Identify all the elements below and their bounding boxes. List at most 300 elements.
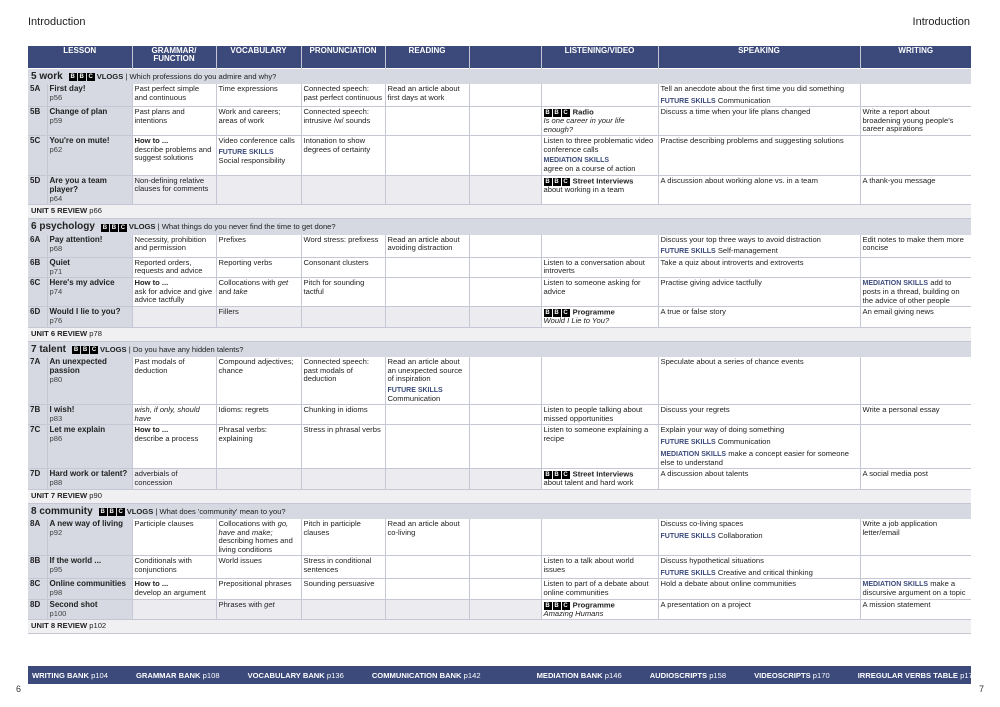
- lesson-title: Online communities: [49, 579, 126, 589]
- lesson-title: Change of plan: [49, 107, 108, 117]
- lesson-page: p83: [49, 413, 63, 423]
- unit-title: 7 talent: [31, 343, 67, 355]
- vocabulary-cell: [216, 84, 301, 107]
- blank-cell: [469, 307, 541, 328]
- how-to-label: How to ...: [134, 278, 169, 288]
- vocabulary-text: Phrases with: [218, 599, 262, 609]
- pronunciation-cell: [301, 599, 385, 620]
- lesson-page: p88: [49, 478, 63, 488]
- vocabulary-cell: [216, 107, 301, 136]
- mediation-skills-line: [661, 450, 858, 467]
- listening-text: Listen to people talking about missed opportunities: [543, 405, 643, 423]
- bbc-logo-letter: B: [554, 110, 559, 117]
- listening-cell: [541, 84, 658, 107]
- future-skills-text: Social responsibility: [218, 155, 286, 165]
- lesson-title: I wish!: [49, 405, 75, 414]
- blank-cell: [469, 84, 541, 107]
- lesson-code: 7B: [28, 405, 47, 425]
- writing-text: add to posts in a thread, building on the advice of other people: [862, 278, 960, 305]
- unit-review[interactable]: [28, 205, 971, 219]
- lesson-row: [28, 84, 971, 107]
- reading-cell: [385, 405, 469, 425]
- grammar-cell: [132, 357, 216, 404]
- listening-cell: [541, 357, 658, 404]
- lesson-name-cell[interactable]: [47, 235, 132, 258]
- writing-cell: [860, 235, 971, 258]
- grammar-italic: wish, if only, should have: [134, 405, 200, 423]
- grammar-text: develop an argument: [134, 587, 206, 597]
- speaking-text: A discussion about talents: [660, 469, 749, 479]
- writing-cell: [860, 278, 971, 307]
- reading-cell: [385, 278, 469, 307]
- future-skills-label: FUTURE SKILLS: [387, 386, 443, 394]
- vocabulary-text: and: [218, 286, 232, 296]
- reading-cell: [385, 136, 469, 175]
- speaking-cell: [658, 556, 860, 579]
- footer-bank-link[interactable]: [248, 671, 358, 680]
- pronunciation-text: Stress in conditional sentences: [303, 556, 372, 574]
- bbc-logo-letter: C: [563, 602, 568, 609]
- pronunciation-text: Stress in phrasal verbs: [303, 425, 381, 435]
- unit-title: 6 psychology: [31, 221, 95, 233]
- lesson-page: p74: [49, 287, 63, 297]
- listening-cell: [541, 579, 658, 599]
- lesson-name-cell[interactable]: [47, 425, 132, 469]
- vlogs-label: VLOGS: [128, 222, 156, 232]
- bbc-logo-letter: B: [545, 178, 550, 185]
- lesson-name-cell[interactable]: [47, 556, 132, 579]
- lesson-page: p95: [49, 565, 63, 575]
- footer-bank-link[interactable]: [372, 671, 495, 680]
- writing-cell: [860, 107, 971, 136]
- vlogs-label: VLOGS: [100, 344, 127, 354]
- footer-bank-link[interactable]: [650, 671, 740, 680]
- blank-cell: [469, 519, 541, 556]
- blank-cell: [469, 425, 541, 469]
- bbc-video-type: Programme: [572, 600, 615, 610]
- footer-bank-label: VIDEOSCRIPTS: [754, 670, 811, 680]
- grammar-cell: [132, 307, 216, 328]
- lesson-title: Second shot: [49, 599, 98, 609]
- vocabulary-cell: [216, 257, 301, 277]
- listening-text: Listen to part of a debate about online communities: [543, 579, 649, 597]
- speaking-cell: [658, 278, 860, 307]
- reading-cell: [385, 519, 469, 556]
- listening-text: Listen to someone explaining a recipe: [543, 425, 649, 443]
- listening-text: Listen to someone asking for advice: [543, 278, 641, 296]
- unit-review-row: [28, 327, 971, 341]
- footer-bank-link[interactable]: [32, 671, 122, 680]
- pronunciation-cell: [301, 579, 385, 599]
- grammar-cell: [132, 599, 216, 620]
- vocabulary-text: World issues: [218, 556, 262, 566]
- grammar-cell: [132, 84, 216, 107]
- lesson-name-cell[interactable]: [47, 307, 132, 328]
- listening-cell: [541, 405, 658, 425]
- lesson-page: p80: [49, 375, 63, 385]
- bbc-logo-letter: B: [82, 347, 88, 354]
- future-skills-line: [661, 97, 858, 106]
- speaking-text: A true or false story: [660, 307, 726, 317]
- mediation-skills-text: agree on a course of action: [543, 164, 636, 174]
- listening-cell: [541, 519, 658, 556]
- vocabulary-cell: [216, 469, 301, 490]
- footer-bank-page: p175: [960, 670, 977, 680]
- writing-cell: [860, 425, 971, 469]
- bbc-logo-letter: B: [554, 178, 559, 185]
- vocabulary-cell: [216, 405, 301, 425]
- lesson-page: p56: [49, 92, 63, 102]
- unit-header: [28, 219, 971, 235]
- lesson-page: p71: [49, 266, 63, 276]
- lesson-name-cell[interactable]: [47, 175, 132, 204]
- unit-review[interactable]: [28, 327, 971, 341]
- lesson-code: 5C: [28, 136, 47, 175]
- footer-bank-page: p104: [91, 670, 108, 680]
- speaking-text: Discuss a time when your life plans changed: [660, 107, 811, 117]
- bbc-video-type: Street Interviews: [572, 176, 634, 186]
- bbc-logo-letter: C: [91, 347, 97, 354]
- lesson-row: [28, 469, 971, 490]
- how-to-label: How to ...: [134, 425, 169, 435]
- header-listening: LISTENING/VIDEO: [541, 46, 658, 68]
- vocabulary-cell: [216, 278, 301, 307]
- unit-review-page: p78: [89, 328, 102, 338]
- vocabulary-text: Time expressions: [218, 84, 278, 93]
- reading-text: Read an article about first days at work: [387, 84, 460, 102]
- unit-header: [28, 68, 971, 84]
- vlogs-label: VLOGS: [96, 71, 124, 81]
- unit-title: 8 community: [31, 505, 93, 517]
- blank-cell: [469, 235, 541, 258]
- speaking-text: Take a quiz about introverts and extroverts: [660, 257, 804, 267]
- unit-header-row: [28, 341, 971, 357]
- page-number-left: 6: [16, 684, 22, 694]
- vocabulary-text: describing homes and living conditions: [218, 536, 293, 554]
- footer-bank-link[interactable]: [537, 671, 636, 680]
- vocabulary-text: Prefixes: [218, 234, 246, 244]
- grammar-text: Necessity, prohibition and permission: [134, 234, 207, 253]
- vocabulary-text: Idioms: regrets: [218, 405, 269, 414]
- pronunciation-text: Connected speech: past perfect continuous: [303, 84, 383, 102]
- writing-cell: [860, 405, 971, 425]
- lesson-name-cell[interactable]: [47, 519, 132, 556]
- blank-cell: [469, 405, 541, 425]
- lesson-name-cell[interactable]: [47, 257, 132, 277]
- footer-bank-link[interactable]: [136, 671, 234, 680]
- bbc-video-type: Programme: [572, 307, 615, 317]
- vocabulary-cell: [216, 307, 301, 328]
- bbc-logo: [69, 72, 96, 81]
- speaking-text: Hold a debate about online communities: [660, 579, 797, 589]
- listening-cell: [541, 556, 658, 579]
- footer-bank-label: GRAMMAR BANK: [135, 670, 201, 680]
- listening-cell: [541, 307, 658, 328]
- future-skills-text: Self-management: [717, 246, 778, 256]
- speaking-cell: [658, 599, 860, 620]
- lesson-title: Quiet: [49, 257, 70, 267]
- footer-bank-link[interactable]: [858, 671, 991, 680]
- pronunciation-cell: [301, 257, 385, 277]
- bbc-logo-letter: B: [102, 224, 108, 231]
- speaking-text: A discussion about working alone vs. in a team: [660, 175, 818, 185]
- vocabulary-italic: go, have: [218, 519, 289, 537]
- blank-cell: [469, 107, 541, 136]
- lesson-title: An unexpected passion: [49, 357, 107, 376]
- lesson-code: 6D: [28, 307, 47, 328]
- future-skills-label: FUTURE SKILLS: [660, 97, 716, 105]
- writing-cell: [860, 599, 971, 620]
- vocabulary-text: Video conference calls: [218, 136, 295, 146]
- footer-bank-links: [28, 666, 977, 684]
- lesson-page: p64: [49, 193, 63, 203]
- reading-cell: [385, 307, 469, 328]
- unit-review-row: [28, 205, 971, 219]
- mediation-skills-label: MEDIATION SKILLS: [543, 157, 610, 165]
- vocabulary-italic: get: [277, 278, 289, 288]
- unit-question: | Which professions do you admire and why?: [125, 71, 277, 81]
- lesson-code: 7D: [28, 469, 47, 490]
- vocabulary-cell: [216, 175, 301, 204]
- unit-review-label: UNIT 7 REVIEW: [31, 490, 88, 500]
- bbc-logo-letter: B: [554, 310, 559, 317]
- blank-cell: [469, 278, 541, 307]
- pronunciation-cell: [301, 175, 385, 204]
- lesson-row: [28, 257, 971, 277]
- reading-text: Read an article about an unexpected source of inspiration: [387, 357, 463, 384]
- lesson-name-cell[interactable]: [47, 278, 132, 307]
- listening-italic: Would I Lie to You?: [543, 316, 610, 326]
- unit-review-row: [28, 620, 971, 634]
- unit-question: | What does 'community' mean to you?: [155, 506, 286, 516]
- vocabulary-text: Prepositional phrases: [218, 579, 292, 589]
- bbc-logo-letter: C: [120, 224, 126, 231]
- listening-cell: [541, 235, 658, 258]
- writing-cell: [860, 136, 971, 175]
- blank-cell: [469, 357, 541, 404]
- listening-italic: Is one career in your life enough?: [543, 116, 625, 134]
- grammar-cell: [132, 469, 216, 490]
- grammar-cell: [132, 519, 216, 556]
- lesson-page: p62: [49, 145, 63, 155]
- lesson-row: [28, 278, 971, 307]
- pronunciation-cell: [301, 357, 385, 404]
- blank-cell: [469, 469, 541, 490]
- lesson-code: 6A: [28, 235, 47, 258]
- writing-cell: [860, 469, 971, 490]
- header-row: [28, 46, 971, 68]
- grammar-text: Participle clauses: [134, 519, 194, 529]
- lesson-page: p100: [49, 608, 67, 618]
- vocabulary-italic: get: [264, 599, 275, 609]
- speaking-text: Explain your way of doing something: [660, 425, 785, 435]
- vocabulary-text: Reporting verbs: [218, 257, 273, 267]
- vocabulary-cell: [216, 519, 301, 556]
- pronunciation-text: Connected speech: intrusive /w/ sounds: [303, 107, 371, 125]
- lesson-code: 8D: [28, 599, 47, 620]
- grammar-text: Past modals of deduction: [134, 357, 185, 375]
- unit-header-row: [28, 503, 971, 519]
- future-skills-text: Communication: [717, 95, 771, 105]
- speaking-text: Tell an anecdote about the first time you did something: [660, 84, 845, 93]
- pronunciation-cell: [301, 136, 385, 175]
- bbc-logo-letter: B: [100, 509, 105, 516]
- vocabulary-cell: [216, 579, 301, 599]
- lesson-name-cell[interactable]: [47, 357, 132, 404]
- speaking-text: Discuss your top three ways to avoid distraction: [660, 234, 821, 244]
- writing-cell: [860, 519, 971, 556]
- bbc-logo-letter: B: [554, 602, 559, 609]
- vocabulary-italic: make;: [251, 527, 273, 537]
- lesson-row: [28, 107, 971, 136]
- listening-cell: [541, 278, 658, 307]
- unit-question: | Do you have any hidden talents?: [128, 344, 244, 354]
- grammar-text: Non-defining relative clauses for comments: [134, 175, 209, 194]
- vocabulary-text: Phrasal verbs: explaining: [218, 425, 268, 443]
- lesson-name-cell[interactable]: [47, 599, 132, 620]
- speaking-cell: [658, 107, 860, 136]
- listening-cell: [541, 257, 658, 277]
- pronunciation-text: Connected speech: past modals of deduction: [303, 357, 369, 384]
- grammar-cell: [132, 278, 216, 307]
- bbc-logo-letter: B: [111, 224, 117, 231]
- lesson-row: [28, 599, 971, 620]
- lesson-name-cell[interactable]: [47, 136, 132, 175]
- speaking-text: Speculate about a series of chance events: [660, 357, 804, 367]
- reading-cell: [385, 469, 469, 490]
- bbc-logo-letter: B: [70, 74, 75, 81]
- footer-bank-label: AUDIOSCRIPTS: [649, 670, 708, 680]
- footer-bank-link[interactable]: [754, 671, 844, 680]
- blank-cell: [469, 579, 541, 599]
- vocabulary-italic: take: [233, 286, 248, 296]
- future-skills-text: Collaboration: [717, 530, 763, 540]
- lesson-title: Hard work or talent?: [49, 469, 128, 479]
- header-speaking: SPEAKING: [658, 46, 860, 68]
- bbc-logo-letter: B: [545, 310, 550, 317]
- writing-cell: [860, 579, 971, 599]
- footer-bank-page: p170: [812, 670, 830, 680]
- bbc-logo: [72, 345, 99, 354]
- lesson-name-cell[interactable]: [47, 405, 132, 425]
- lesson-title: If the world ...: [49, 556, 102, 566]
- footer-bank-page: p146: [604, 670, 622, 680]
- lesson-name-cell[interactable]: [47, 107, 132, 136]
- bbc-logo-letter: B: [554, 472, 559, 479]
- running-title-right: Introduction: [912, 16, 970, 28]
- vocabulary-text: Compound adjectives; chance: [218, 357, 294, 375]
- future-skills-line: [661, 247, 858, 256]
- writing-text: A social media post: [862, 469, 928, 479]
- lesson-code: 5B: [28, 107, 47, 136]
- pronunciation-text: Chunking in idioms: [303, 405, 368, 414]
- future-skills-line: [661, 569, 858, 578]
- mediation-skills-text: make a concept easier for someone else to understand: [660, 448, 849, 467]
- grammar-cell: [132, 405, 216, 425]
- reading-cell: [385, 556, 469, 579]
- bbc-logo-letter: B: [73, 347, 79, 354]
- header-writing: WRITING: [860, 46, 971, 68]
- footer-bank-label: MEDIATION BANK: [536, 670, 603, 680]
- contents-table: [28, 46, 971, 634]
- running-title-left: Introduction: [28, 16, 86, 28]
- header-lesson: LESSON: [28, 46, 132, 68]
- writing-text: make a discursive argument on a topic: [862, 579, 966, 598]
- reading-cell: [385, 579, 469, 599]
- speaking-text: Practise giving advice tactfully: [660, 278, 762, 288]
- writing-cell: [860, 84, 971, 107]
- blank-cell: [469, 136, 541, 175]
- lesson-row: [28, 556, 971, 579]
- lesson-code: 7A: [28, 357, 47, 404]
- how-to-label: How to ...: [134, 136, 169, 146]
- lesson-name-cell[interactable]: [47, 84, 132, 107]
- lesson-page: p98: [49, 588, 63, 598]
- pronunciation-cell: [301, 469, 385, 490]
- header-vocabulary: VOCABULARY: [216, 46, 301, 68]
- grammar-cell: [132, 556, 216, 579]
- vocabulary-text: Collocations with: [218, 519, 276, 529]
- blank-cell: [469, 556, 541, 579]
- pronunciation-cell: [301, 556, 385, 579]
- bbc-video-type: Radio: [572, 107, 594, 117]
- bbc-logo-letter: C: [118, 509, 123, 516]
- grammar-cell: [132, 136, 216, 175]
- grammar-text: ask for advice and give advice tactfully: [134, 286, 213, 305]
- lesson-row: [28, 136, 971, 175]
- lesson-title: Let me explain: [49, 425, 106, 435]
- speaking-text: Discuss your regrets: [660, 405, 730, 414]
- lesson-code: 5D: [28, 175, 47, 204]
- listening-cell: [541, 425, 658, 469]
- speaking-cell: [658, 175, 860, 204]
- unit-review[interactable]: [28, 489, 971, 503]
- header-blank: [469, 46, 541, 68]
- bbc-logo-letter: B: [545, 602, 550, 609]
- lesson-page: p86: [49, 434, 63, 444]
- lesson-row: [28, 307, 971, 328]
- listening-cell: [541, 175, 658, 204]
- lesson-title: First day!: [49, 84, 86, 93]
- speaking-text: A presentation on a project: [660, 599, 751, 609]
- speaking-cell: [658, 257, 860, 277]
- lesson-name-cell[interactable]: [47, 579, 132, 599]
- pronunciation-text: Sounding persuasive: [303, 579, 375, 589]
- unit-header: [28, 341, 971, 357]
- vocabulary-cell: [216, 599, 301, 620]
- lesson-row: [28, 405, 971, 425]
- grammar-cell: [132, 107, 216, 136]
- future-skills-line: [661, 438, 858, 447]
- pronunciation-cell: [301, 235, 385, 258]
- bbc-logo-letter: B: [545, 472, 550, 479]
- listening-text: about working in a team: [543, 184, 625, 194]
- reading-cell: [385, 599, 469, 620]
- lesson-name-cell[interactable]: [47, 469, 132, 490]
- unit-review[interactable]: [28, 620, 971, 634]
- pronunciation-cell: [301, 519, 385, 556]
- header-grammar: GRAMMAR/ FUNCTION: [132, 46, 216, 68]
- lesson-page: p59: [49, 116, 63, 126]
- speaking-cell: [658, 357, 860, 404]
- reading-cell: [385, 257, 469, 277]
- lesson-row: [28, 579, 971, 599]
- unit-review-label: UNIT 6 REVIEW: [31, 328, 88, 338]
- listening-text: Listen to three problematic video conference calls: [543, 136, 654, 154]
- speaking-cell: [658, 519, 860, 556]
- footer-bank-label: COMMUNICATION BANK: [371, 670, 462, 680]
- mediation-skills-label: MEDIATION SKILLS: [862, 280, 929, 288]
